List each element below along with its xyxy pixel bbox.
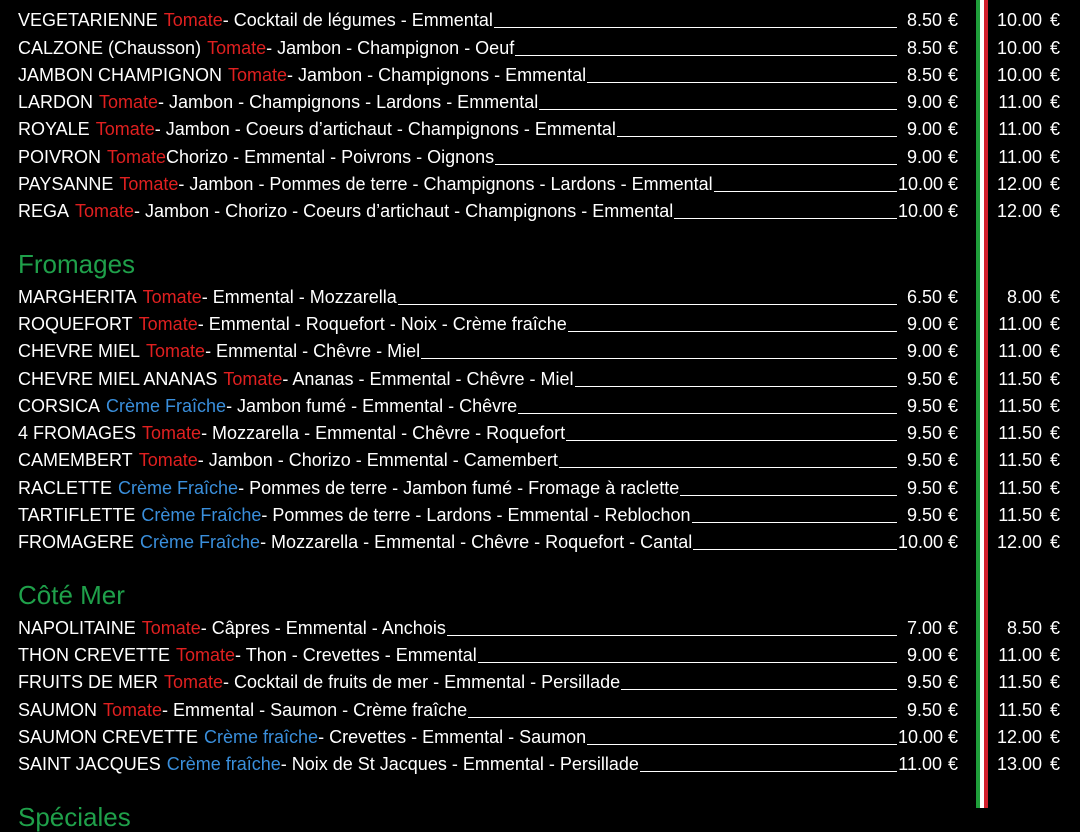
price-large: 13.00: [996, 754, 1042, 775]
currency-symbol: €: [947, 146, 958, 167]
menu-item-row: [18, 525, 1068, 552]
ingredients-list: - Jambon - Champignon - Oeuf: [266, 37, 515, 58]
menu-item-row: [18, 665, 1068, 692]
ingredients-list: - Emmental - Mozzarella: [201, 286, 397, 307]
pizza-name: 4 FROMAGES: [18, 423, 137, 444]
currency-symbol: €: [1049, 644, 1060, 665]
dotted-leader: [587, 743, 897, 745]
dotted-leader: [621, 688, 897, 690]
menu-item-row: [18, 194, 1068, 221]
currency-symbol: €: [947, 477, 958, 498]
pizza-name: CHEVRE MIEL: [18, 341, 141, 362]
currency-symbol: €: [947, 617, 958, 638]
price-large: 11.00: [998, 146, 1042, 167]
ingredients-list: - Câpres - Emmental - Anchois: [200, 617, 446, 638]
currency-symbol: €: [1049, 37, 1060, 58]
menu-item-row: [18, 720, 1068, 747]
currency-symbol: €: [947, 313, 958, 334]
pizza-name: MARGHERITA: [18, 286, 137, 307]
price-large: 11.50: [998, 477, 1042, 498]
sauce-base: Tomate: [164, 672, 224, 693]
pizza-name: ROYALE: [18, 119, 90, 140]
currency-symbol: €: [947, 505, 958, 526]
pizza-name: PAYSANNE: [18, 174, 114, 195]
menu-item-row: [18, 416, 1068, 443]
pizza-name: CHEVRE MIEL ANANAS: [18, 368, 218, 389]
ingredients-list: - Mozzarella - Emmental - Chêvre - Roquefort: [201, 423, 566, 444]
ingredients-list: - Jambon - Chorizo - Emmental - Camembert: [197, 450, 558, 471]
ingredients-list: - Mozzarella - Emmental - Chêvre - Roquefort - Cantal: [260, 532, 693, 553]
pizza-name: SAUMON CREVETTE: [18, 726, 199, 747]
ingredients-list: Chorizo - Emmental - Poivrons - Oignons: [166, 146, 495, 167]
price-large: 8.00: [1006, 286, 1042, 307]
pizza-name: CALZONE (Chausson): [18, 37, 202, 58]
ingredients-list: - Emmental - Saumon - Crème fraîche: [162, 699, 468, 720]
ingredients-list: - Emmental - Roquefort - Noix - Crème fraîche: [197, 313, 567, 334]
section-title: Fromages: [18, 249, 136, 280]
price-large: 11.00: [998, 119, 1042, 140]
price-large: 11.50: [998, 395, 1042, 416]
dotted-leader: [447, 634, 897, 636]
sauce-base: Tomate: [163, 10, 223, 31]
sauce-base: Tomate: [223, 368, 283, 389]
currency-symbol: €: [1049, 10, 1060, 31]
price-large: 10.00: [996, 64, 1042, 85]
pizza-name: SAINT JACQUES: [18, 754, 161, 775]
dotted-leader: [587, 81, 897, 83]
currency-symbol: €: [947, 92, 958, 113]
pizza-menu: [18, 3, 1068, 832]
sauce-base: Tomate: [103, 699, 163, 720]
pizza-name: POIVRON: [18, 146, 102, 167]
section-title: Côté Mer: [18, 580, 125, 611]
price-small: 9.50: [906, 505, 942, 526]
currency-symbol: €: [947, 341, 958, 362]
sauce-base: Tomate: [75, 201, 135, 222]
price-small: 9.50: [906, 423, 942, 444]
price-small: 9.00: [906, 644, 942, 665]
ingredients-list: - Cocktail de fruits de mer - Emmental - Persillade: [223, 672, 621, 693]
currency-symbol: €: [947, 174, 958, 195]
sauce-base: Tomate: [142, 423, 202, 444]
sauce-base: Tomate: [119, 174, 179, 195]
currency-symbol: €: [1049, 726, 1060, 747]
dotted-leader: [680, 494, 897, 496]
sauce-base: Crème Fraîche: [140, 532, 261, 553]
currency-symbol: €: [1049, 92, 1060, 113]
currency-symbol: €: [947, 644, 958, 665]
currency-symbol: €: [947, 699, 958, 720]
dotted-leader: [566, 439, 897, 441]
ingredients-list: - Pommes de terre - Lardons - Emmental - Reblochon: [261, 505, 691, 526]
section-title: Spéciales: [18, 802, 131, 832]
currency-symbol: €: [947, 37, 958, 58]
currency-symbol: €: [1049, 201, 1060, 222]
price-large: 10.00: [996, 37, 1042, 58]
currency-symbol: €: [1049, 532, 1060, 553]
ingredients-list: - Cocktail de légumes - Emmental: [222, 10, 493, 31]
price-small: 11.00: [898, 754, 942, 775]
currency-symbol: €: [947, 532, 958, 553]
currency-symbol: €: [947, 119, 958, 140]
price-small: 6.50: [906, 286, 942, 307]
currency-symbol: €: [947, 450, 958, 471]
currency-symbol: €: [947, 10, 958, 31]
sauce-base: Crème fraîche: [166, 754, 281, 775]
section-spacer: [18, 774, 1068, 792]
price-small: 9.00: [906, 341, 942, 362]
ingredients-list: - Jambon - Pommes de terre - Champignons - Lardons - Emmental: [178, 174, 713, 195]
menu-item-row: [18, 334, 1068, 361]
price-small: 9.50: [906, 450, 942, 471]
pizza-name: FRUITS DE MER: [18, 672, 159, 693]
sauce-base: Tomate: [207, 37, 267, 58]
sauce-base: Tomate: [142, 286, 202, 307]
ingredients-list: - Noix de St Jacques - Emmental - Persillade: [280, 754, 639, 775]
menu-item-row: [18, 3, 1068, 30]
currency-symbol: €: [1049, 505, 1060, 526]
sauce-base: Tomate: [228, 64, 288, 85]
price-large: 12.00: [996, 174, 1042, 195]
ingredients-list: - Jambon - Coeurs d’artichaut - Champignons - Emmental: [154, 119, 616, 140]
pizza-name: TARTIFLETTE: [18, 505, 136, 526]
sauce-base: Tomate: [176, 644, 236, 665]
currency-symbol: €: [1049, 754, 1060, 775]
currency-symbol: €: [1049, 617, 1060, 638]
menu-item-row: [18, 85, 1068, 112]
dotted-leader: [575, 385, 897, 387]
currency-symbol: €: [1049, 146, 1060, 167]
price-small: 9.50: [906, 699, 942, 720]
sauce-base: Tomate: [138, 450, 198, 471]
sauce-base: Tomate: [138, 313, 198, 334]
price-large: 11.50: [998, 423, 1042, 444]
currency-symbol: €: [1049, 477, 1060, 498]
pizza-name: NAPOLITAINE: [18, 617, 136, 638]
menu-item-row: [18, 30, 1068, 57]
price-large: 11.50: [998, 699, 1042, 720]
price-large: 11.50: [998, 368, 1042, 389]
menu-item-row: [18, 167, 1068, 194]
price-small: 10.00: [898, 201, 944, 222]
currency-symbol: €: [947, 395, 958, 416]
price-large: 10.00: [996, 10, 1042, 31]
currency-symbol: €: [1049, 119, 1060, 140]
price-small: 8.50: [906, 37, 942, 58]
sauce-base: Crème Fraîche: [118, 477, 239, 498]
dotted-leader: [693, 548, 897, 550]
pizza-name: FROMAGERE: [18, 532, 135, 553]
price-small: 10.00: [898, 726, 944, 747]
menu-item-row: [18, 279, 1068, 306]
pizza-name: CORSICA: [18, 395, 101, 416]
dotted-leader: [494, 26, 897, 28]
sauce-base: Tomate: [141, 617, 201, 638]
dotted-leader: [421, 357, 897, 359]
sauce-base: Crème fraîche: [204, 726, 319, 747]
currency-symbol: €: [1049, 423, 1060, 444]
menu-item-row: [18, 498, 1068, 525]
menu-item-row: [18, 443, 1068, 470]
dotted-leader: [692, 521, 897, 523]
currency-symbol: €: [1049, 313, 1060, 334]
dotted-leader: [468, 716, 897, 718]
price-small: 8.50: [906, 64, 942, 85]
section-spacer: [18, 552, 1068, 570]
price-large: 11.50: [998, 505, 1042, 526]
currency-symbol: €: [947, 286, 958, 307]
price-large: 12.00: [996, 532, 1042, 553]
menu-item-row: [18, 361, 1068, 388]
menu-item-row: [18, 692, 1068, 719]
currency-symbol: €: [947, 754, 958, 775]
currency-symbol: €: [1049, 395, 1060, 416]
currency-symbol: €: [1049, 286, 1060, 307]
price-small: 9.50: [906, 395, 942, 416]
pizza-name: SAUMON: [18, 699, 98, 720]
price-large: 12.00: [996, 726, 1042, 747]
pizza-name: THON CREVETTE: [18, 644, 171, 665]
price-small: 9.00: [906, 92, 942, 113]
ingredients-list: - Thon - Crevettes - Emmental: [235, 644, 477, 665]
section-spacer: [18, 221, 1068, 239]
price-small: 9.00: [906, 146, 942, 167]
price-large: 11.00: [998, 341, 1042, 362]
ingredients-list: - Jambon fumé - Emmental - Chêvre: [226, 395, 518, 416]
dotted-leader: [674, 217, 897, 219]
dotted-leader: [495, 163, 897, 165]
price-small: 9.50: [906, 368, 942, 389]
currency-symbol: €: [947, 726, 958, 747]
sauce-base: Tomate: [107, 146, 167, 167]
dotted-leader: [518, 412, 897, 414]
dotted-leader: [617, 135, 897, 137]
ingredients-list: - Crevettes - Emmental - Saumon: [318, 726, 587, 747]
ingredients-list: - Jambon - Chorizo - Coeurs d’artichaut - Champignons - Emmental: [134, 201, 674, 222]
price-small: 10.00: [898, 174, 944, 195]
menu-item-row: [18, 307, 1068, 334]
currency-symbol: €: [947, 368, 958, 389]
sauce-base: Tomate: [95, 119, 155, 140]
dotted-leader: [398, 303, 897, 305]
menu-item-row: [18, 638, 1068, 665]
sauce-base: Tomate: [99, 92, 159, 113]
price-small: 9.50: [906, 477, 942, 498]
dotted-leader: [559, 466, 897, 468]
sauce-base: Tomate: [146, 341, 206, 362]
currency-symbol: €: [947, 423, 958, 444]
currency-symbol: €: [1049, 699, 1060, 720]
dotted-leader: [515, 54, 897, 56]
price-large: 11.00: [998, 92, 1042, 113]
dotted-leader: [714, 190, 897, 192]
pizza-name: LARDON: [18, 92, 94, 113]
price-small: 9.00: [906, 313, 942, 334]
price-large: 11.00: [998, 313, 1042, 334]
dotted-leader: [539, 108, 897, 110]
currency-symbol: €: [947, 201, 958, 222]
price-large: 11.00: [998, 644, 1042, 665]
menu-item-row: [18, 112, 1068, 139]
menu-item-row: [18, 470, 1068, 497]
ingredients-list: - Jambon - Champignons - Emmental: [287, 64, 587, 85]
currency-symbol: €: [1049, 174, 1060, 195]
pizza-name: CAMEMBERT: [18, 450, 133, 471]
price-small: 9.50: [906, 672, 942, 693]
currency-symbol: €: [1049, 368, 1060, 389]
pizza-name: RACLETTE: [18, 477, 113, 498]
price-large: 11.50: [998, 672, 1042, 693]
menu-item-row: [18, 139, 1068, 166]
ingredients-list: - Jambon - Champignons - Lardons - Emmental: [158, 92, 539, 113]
price-large: 11.50: [998, 450, 1042, 471]
currency-symbol: €: [1049, 341, 1060, 362]
pizza-name: ROQUEFORT: [18, 313, 133, 334]
pizza-name: REGA: [18, 201, 70, 222]
sauce-base: Crème Fraîche: [141, 505, 262, 526]
ingredients-list: - Ananas - Emmental - Chêvre - Miel: [282, 368, 574, 389]
price-large: 8.50: [1006, 617, 1042, 638]
dotted-leader: [640, 770, 897, 772]
currency-symbol: €: [1049, 64, 1060, 85]
currency-symbol: €: [947, 64, 958, 85]
dotted-leader: [568, 330, 897, 332]
sauce-base: Crème Fraîche: [106, 395, 227, 416]
menu-item-row: [18, 747, 1068, 774]
ingredients-list: - Emmental - Chêvre - Miel: [205, 341, 421, 362]
price-small: 10.00: [898, 532, 944, 553]
dotted-leader: [478, 661, 897, 663]
price-small: 7.00: [906, 617, 942, 638]
currency-symbol: €: [1049, 450, 1060, 471]
ingredients-list: - Pommes de terre - Jambon fumé - Fromage à raclette: [238, 477, 680, 498]
currency-symbol: €: [1049, 672, 1060, 693]
pizza-name: JAMBON CHAMPIGNON: [18, 64, 223, 85]
price-small: 8.50: [906, 10, 942, 31]
menu-item-row: [18, 610, 1068, 637]
menu-item-row: [18, 389, 1068, 416]
menu-item-row: [18, 58, 1068, 85]
currency-symbol: €: [947, 672, 958, 693]
price-small: 9.00: [906, 119, 942, 140]
pizza-name: VEGETARIENNE: [18, 10, 158, 31]
price-large: 12.00: [996, 201, 1042, 222]
